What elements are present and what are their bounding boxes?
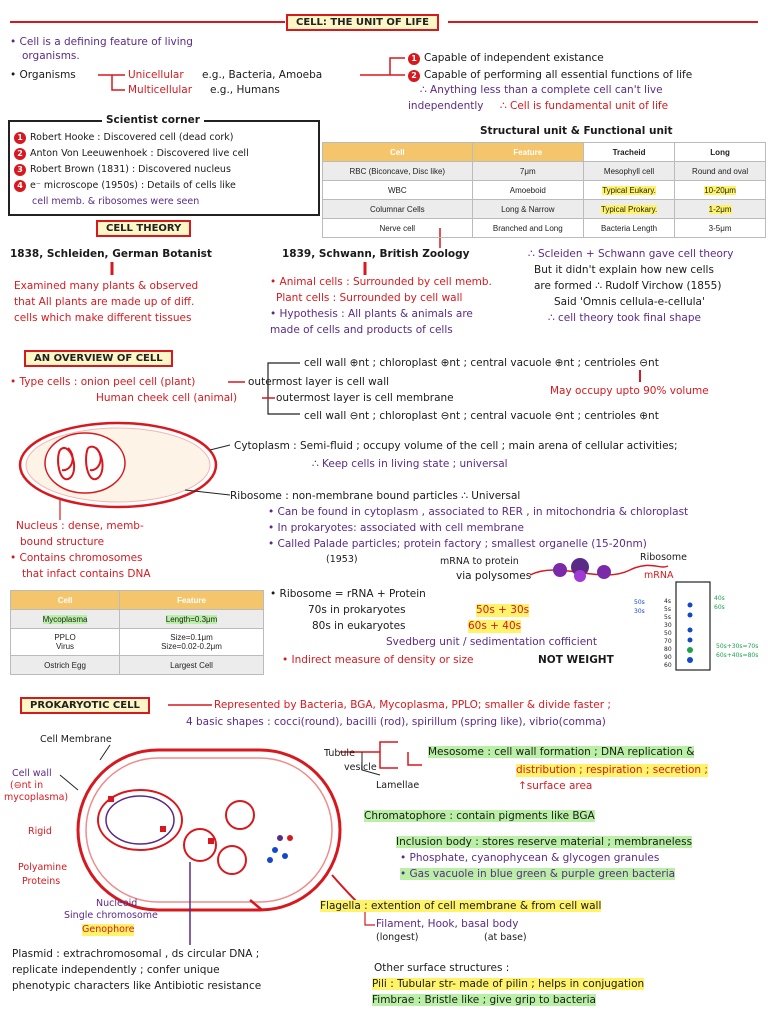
nucleoid-label: Nucleoid (96, 898, 138, 909)
nucleus-line-1: Nucleus : dense, memb- (16, 520, 144, 532)
plasmid-line-1: Plasmid : extrachromosomal , ds circular DNA ; (12, 948, 260, 960)
ribosome-line-1: Ribosome : non-membrane bound particles ∴ Universal (230, 490, 521, 502)
schwann-heading: 1839, Schwann, British Zoology (282, 248, 470, 260)
table-cell: Amoeboid (472, 181, 583, 200)
ribosome-line-2: • Can be found in cytoplasm , associated to RER , in mitochondria & chloroplast (268, 506, 689, 518)
scientist-row-1: 1 Robert Hooke : Discovered cell (dead cork) (14, 132, 234, 144)
table-cell: Length=0.3μm (120, 610, 264, 629)
rigid-label: Rigid (28, 826, 52, 837)
ribosome-line-3: • In prokaryotes: associated with cell membrane (268, 522, 524, 534)
table-cell: Branched and Long (472, 219, 583, 238)
ribosome-year: (1953) (326, 554, 358, 565)
gradient-left-labels: 50s 30s (634, 599, 645, 615)
tubule-label: Tubule (324, 748, 355, 759)
eukaryote-ribosome: 80s in eukaryotes (312, 620, 406, 632)
table-row (323, 219, 766, 238)
multicellular-example: e.g., Humans (210, 84, 280, 96)
lamellae-label: Lamellae (376, 780, 420, 791)
table-header: Cell (11, 591, 120, 610)
schleiden-line-3: cells which make different tissues (14, 312, 192, 324)
intro-line-1: • Cell is a defining feature of living (10, 36, 193, 48)
multicellular-label: Multicellular (128, 84, 193, 96)
cell-theory-heading: CELL THEORY (96, 220, 191, 237)
ribosome-label: Ribosome (640, 552, 687, 563)
table-cell: Typical Prokary. (583, 200, 674, 219)
plasmid-line-3: phenotypic characters like Antibiotic resistance (12, 980, 262, 992)
flagella-parts: Filament, Hook, basal body (376, 918, 519, 930)
table-cell: Columnar Cells (323, 200, 473, 219)
table-cell: Mycoplasma (11, 610, 120, 629)
theory-right-4: Said 'Omnis cellula-e-cellula' (554, 296, 705, 308)
table-row (323, 200, 766, 219)
prok-represented: Represented by Bacteria, BGA, Mycoplasma, PPLO; smaller & divide faster ; (214, 699, 611, 711)
vesicle-label: vesicle (344, 762, 377, 773)
plant-features: cell wall ⊕nt ; chloroplast ⊕nt ; central vacuole ⊕nt ; centrioles ⊖nt (304, 357, 659, 369)
vacuole-volume: May occupy upto 90% volume (550, 385, 709, 397)
polyamine-label: Polyamine (18, 862, 68, 873)
schleiden-line-2: that All plants are made up of diff. (14, 296, 195, 308)
inclusion-body-examples-2: • Gas vacuole in blue green & purple green bacteria (400, 868, 676, 880)
scientist-row-2: 2 Anton Von Leeuwenhoek : Discovered live cell (14, 148, 249, 160)
table-cell: Size=0.1μm Size=0.02-0.2μm (120, 629, 264, 656)
table-row (323, 162, 766, 181)
table-cell: Long & Narrow (472, 200, 583, 219)
table-cell: Typical Eukary. (583, 181, 674, 200)
plasmid-line-2: replicate independently ; confer unique (12, 964, 220, 976)
animal-outer-layer: outermost layer is cell membrane (276, 392, 454, 404)
indirect-measure: • Indirect measure of density or size (282, 654, 474, 666)
table-cell: RBC (Biconcave, Disc like) (323, 162, 473, 181)
organisms-label: • Organisms (10, 69, 76, 81)
conclusion-line-1: ∴ Anything less than a complete cell can't live (420, 84, 663, 96)
prok-shapes: 4 basic shapes : cocci(round), bacilli (rod), spirillum (spring like), vibrio(comma) (186, 716, 606, 728)
theory-right-3: are formed ∴ Rudolf Virchow (1855) (534, 280, 722, 292)
prokaryote-subunits: 50s + 30s (476, 604, 530, 616)
table-cell: Mesophyll cell (583, 162, 674, 181)
table-header: Feature (120, 591, 264, 610)
table-header-row (323, 143, 766, 162)
mrna-to-protein: mRNA to protein (440, 556, 519, 567)
fimbrae-line: Fimbrae : Bristle like ; give grip to bacteria (372, 994, 596, 1006)
conclusion-line-2b: ∴ Cell is fundamental unit of life (500, 100, 669, 112)
scientist-row-4: 4 e⁻ microscope (1950s) : Details of cells like (14, 180, 236, 192)
flagella-line: Flagella : extention of cell membrane & from cell wall (320, 900, 602, 912)
mesosome-line-2: distribution ; respiration ; secretion ; (516, 764, 708, 776)
schwann-line-3: • Hypothesis : All plants & animals are (270, 308, 473, 320)
table-header: Feature (472, 143, 583, 162)
table-cell: Ostrich Egg (11, 656, 120, 675)
unit-types: Structural unit & Functional unit (480, 125, 673, 137)
conclusion-line-2a: independently (408, 100, 484, 112)
schleiden-line-1: Examined many plants & observed (14, 280, 199, 292)
intro-line-2: organisms. (22, 50, 80, 62)
plant-outer-layer: outermost layer is cell wall (248, 376, 390, 388)
single-chromosome-label: Single chromosome (64, 910, 158, 921)
schwann-line-1: • Animal cells : Surrounded by cell memb. (270, 276, 492, 288)
table-cell: 3-5μm (675, 219, 766, 238)
cell-size-table (322, 142, 766, 238)
cell-membrane-label: Cell Membrane (40, 734, 112, 745)
table-cell: 7μm (472, 162, 583, 181)
mrna-label: mRNA (644, 570, 674, 581)
table-cell: WBC (323, 181, 473, 200)
chromatophore-line: Chromatophore : contain pigments like BGA (364, 810, 595, 822)
theory-right-1: ∴ Scleiden + Schwann gave cell theory (528, 248, 734, 260)
overview-heading: AN OVERVIEW OF CELL (24, 350, 173, 367)
table-row (11, 610, 264, 629)
table-row (11, 656, 264, 675)
flagella-longest: (longest) (376, 932, 419, 943)
scientist-row-5: cell memb. & ribosomes were seen (32, 196, 200, 207)
genophore-label: Genophore (82, 924, 135, 935)
scientist-row-3: 3 Robert Brown (1831) : Discovered nucleus (14, 164, 231, 176)
gradient-right-top: 40s 60s (714, 595, 725, 611)
table-cell: 1-2μm (675, 200, 766, 219)
table-header: Cell (323, 143, 473, 162)
mesosome-line-1: Mesosome : cell wall formation ; DNA replication & (428, 746, 695, 758)
inclusion-body-line: Inclusion body : stores reserve material ; membraneless (396, 836, 693, 848)
table-row (11, 629, 264, 656)
table-header-row (11, 591, 264, 610)
theory-right-5: ∴ cell theory took final shape (548, 312, 701, 324)
table-header: Tracheid (583, 143, 674, 162)
animal-features: cell wall ⊖nt ; chloroplast ⊖nt ; central vacuole ⊖nt ; centrioles ⊕nt (304, 410, 659, 422)
nucleus-line-3: • Contains chromosomes (10, 552, 143, 564)
ribosome-line-4: • Called Palade particles; protein factory ; smallest organelle (15-20nm) (268, 538, 647, 550)
cytoplasm-line-1: Cytoplasm : Semi-fluid ; occupy volume of the cell ; main arena of cellular activities; (234, 440, 678, 452)
page-title: CELL: THE UNIT OF LIFE (286, 14, 439, 31)
cell-size-table-2 (10, 590, 264, 675)
scientist-corner-title: Scientist corner (102, 114, 204, 127)
cell-wall-note-2: mycoplasma) (4, 792, 69, 803)
type-cells-animal: Human cheek cell (animal) (96, 392, 238, 404)
prokaryote-ribosome: 70s in prokaryotes (308, 604, 406, 616)
schleiden-heading: 1838, Schleiden, German Botanist (10, 248, 212, 260)
ribosome-equation: • Ribosome = rRNA + Protein (270, 588, 426, 600)
eukaryote-subunits: 60s + 40s (468, 620, 522, 632)
proteins-label: Proteins (22, 876, 61, 887)
other-structures-heading: Other surface structures : (374, 962, 510, 974)
cell-wall-label: Cell wall (12, 768, 52, 779)
table-header: Long (675, 143, 766, 162)
prokaryotic-heading: PROKARYOTIC CELL (20, 697, 150, 714)
nucleus-line-4: that infact contains DNA (22, 568, 151, 580)
schwann-line-2: Plant cells : Surrounded by cell wall (276, 292, 463, 304)
not-weight: NOT WEIGHT (538, 654, 614, 666)
nucleus-line-2: bound structure (20, 536, 105, 548)
unicellular-example: e.g., Bacteria, Amoeba (202, 69, 323, 81)
table-cell: Largest Cell (120, 656, 264, 675)
schwann-line-4: made of cells and products of cells (270, 324, 453, 336)
capability-2: 2 Capable of performing all essential functions of life (408, 69, 692, 82)
cytoplasm-line-2: ∴ Keep cells in living state ; universal (312, 458, 508, 470)
svedberg-unit: Svedberg unit / sedimentation cofficient (386, 636, 597, 648)
table-cell: Nerve cell (323, 219, 473, 238)
table-cell: 10-20μm (675, 181, 766, 200)
inclusion-body-examples-1: • Phosphate, cyanophycean & glycogen granules (400, 852, 660, 864)
pili-line: Pili : Tubular str- made of pilin ; helps in conjugation (372, 978, 645, 990)
table-cell: Round and oval (675, 162, 766, 181)
cell-wall-note-1: (⊖nt in (10, 780, 44, 791)
capability-1: 1 Capable of independent existance (408, 52, 604, 65)
table-row (323, 181, 766, 200)
via-polysomes: via polysomes (456, 570, 532, 582)
gradient-mid-labels: 4s 5s 5s 30 50 70 80 90 60 (664, 598, 672, 669)
theory-right-2: But it didn't explain how new cells (534, 264, 714, 276)
unicellular-label: Unicellular (128, 69, 184, 81)
table-cell: Bacteria Length (583, 219, 674, 238)
table-cell: PPLO Virus (11, 629, 120, 656)
gradient-right-bottom: 50s+30s=70s 60s+40s=80s (716, 643, 759, 659)
mesosome-line-3: ↑surface area (518, 780, 593, 792)
type-cells-plant: • Type cells : onion peel cell (plant) (10, 376, 196, 388)
flagella-at-base: (at base) (484, 932, 527, 943)
